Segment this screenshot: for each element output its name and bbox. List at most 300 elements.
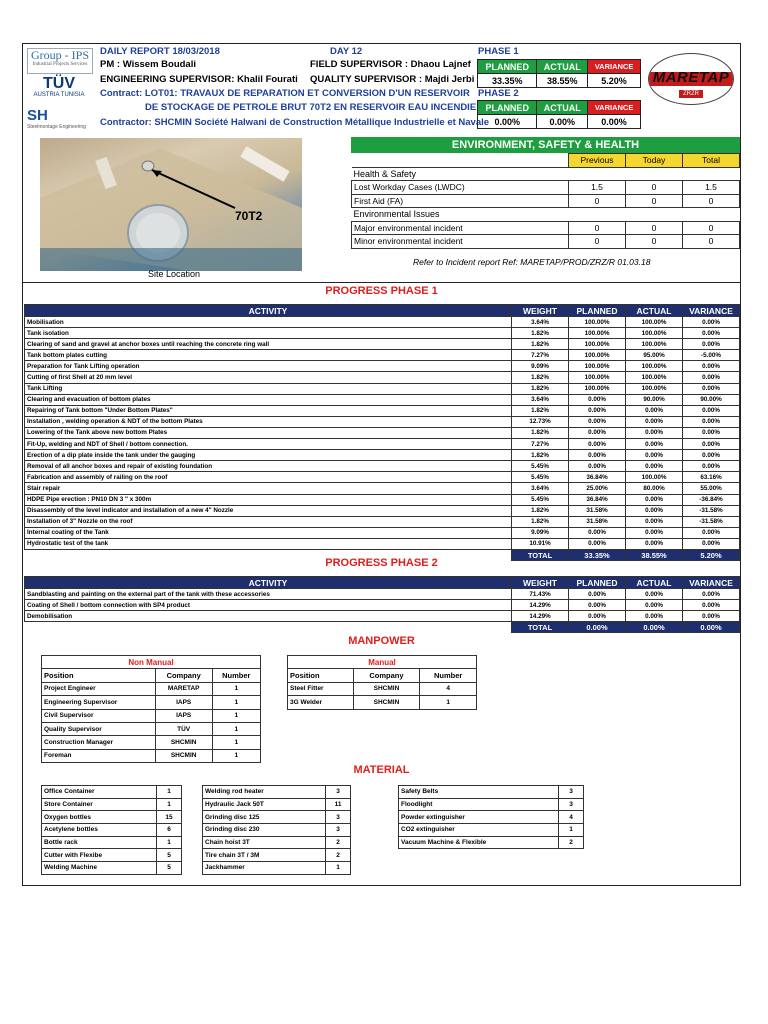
activity-row	[25, 383, 740, 394]
activity-actual: 100.00%	[626, 339, 683, 350]
activity-planned: 100.00%	[569, 339, 626, 350]
ehs-row-today: 0	[626, 235, 683, 249]
activity-actual: 0.00%	[626, 589, 683, 600]
total-label: TOTAL	[512, 549, 569, 560]
activity-name: Fit-Up, welding and NDT of Shell / bottom connection.	[25, 439, 512, 450]
activity-actual: 0.00%	[626, 405, 683, 416]
activity-variance: 0.00%	[683, 328, 740, 339]
activity-weight: 1.82%	[512, 450, 569, 461]
nm-header-company: Company	[155, 669, 212, 682]
manpower-position: Construction Manager	[42, 736, 156, 749]
progress-phase1-table	[24, 304, 740, 561]
total-label: TOTAL	[512, 622, 569, 633]
activity-planned: 0.00%	[569, 611, 626, 622]
activity-planned: 0.00%	[569, 427, 626, 438]
ehs-row-label: First Aid (FA)	[352, 194, 569, 208]
activity-name: Stair repair	[25, 483, 512, 494]
activity-planned: 0.00%	[569, 527, 626, 538]
ehs-row-previous: 1.5	[569, 181, 626, 195]
ehs-table	[351, 153, 740, 249]
activity-row	[25, 394, 740, 405]
site-photo-drawing	[40, 138, 302, 271]
activity-variance: 0.00%	[683, 405, 740, 416]
ehs-row-label: Minor environmental incident	[352, 235, 569, 249]
manpower-company: SHCMIN	[353, 682, 420, 695]
site-caption: Site Location	[148, 269, 201, 279]
activity-actual: 100.00%	[626, 472, 683, 483]
total-row	[25, 622, 740, 633]
p2-header-actual: ACTUAL	[626, 577, 683, 589]
manpower-company: IAPS	[155, 696, 212, 709]
phase2-variance-header: VARIANCE	[588, 101, 641, 115]
activity-row	[25, 494, 740, 505]
material-qty: 5	[157, 849, 182, 862]
manpower-position: Quality Supervisor	[42, 722, 156, 735]
activity-variance: 63.16%	[683, 472, 740, 483]
site-aerial-photo	[40, 138, 302, 271]
activity-variance: 55.00%	[683, 483, 740, 494]
activity-row	[25, 483, 740, 494]
ehs-col-today: Today	[626, 154, 683, 168]
total-actual: 38.55%	[626, 549, 683, 560]
manpower-row	[42, 682, 261, 695]
activity-weight: 3.64%	[512, 394, 569, 405]
material-qty: 3	[326, 811, 351, 824]
phase2-variance: 0.00%	[588, 115, 641, 129]
manpower-row	[42, 722, 261, 735]
material-qty: 11	[326, 798, 351, 811]
maretap-text: MARETAP	[652, 69, 730, 86]
material-row	[399, 811, 584, 824]
material-item: Store Container	[42, 798, 157, 811]
quality-supervisor: QUALITY SUPERVISOR : Majdi Jerbi	[310, 74, 475, 85]
material-qty: 1	[559, 824, 584, 837]
activity-name: Internal coating of the Tank	[25, 527, 512, 538]
p1-header-actual: ACTUAL	[626, 305, 683, 317]
ehs-row-previous: 0	[569, 235, 626, 249]
activity-actual: 0.00%	[626, 450, 683, 461]
activity-weight: 7.27%	[512, 350, 569, 361]
progress-phase2-title: PROGRESS PHASE 2	[325, 557, 438, 569]
material-row	[399, 798, 584, 811]
p1-header-activity: ACTIVITY	[25, 305, 512, 317]
daily-report-date: DAILY REPORT 18/03/2018	[100, 46, 220, 57]
manpower-title: MANPOWER	[348, 635, 415, 647]
activity-name: Tank bottom plates cutting	[25, 350, 512, 361]
activity-weight: 5.45%	[512, 472, 569, 483]
ehs-row	[352, 194, 740, 208]
manpower-number: 1	[212, 709, 260, 722]
ehs-row-previous: 0	[569, 194, 626, 208]
material-item: Floodlight	[399, 798, 559, 811]
activity-weight: 14.29%	[512, 600, 569, 611]
manpower-row	[288, 696, 477, 709]
activity-planned: 31.58%	[569, 516, 626, 527]
manpower-company: IAPS	[155, 709, 212, 722]
activity-actual: 0.00%	[626, 439, 683, 450]
material-row	[42, 798, 182, 811]
activity-planned: 100.00%	[569, 372, 626, 383]
activity-variance: 90.00%	[683, 394, 740, 405]
m-header-position: Position	[288, 669, 354, 682]
sh-text: SH	[27, 107, 48, 124]
activity-weight: 12.73%	[512, 416, 569, 427]
manpower-number: 1	[212, 682, 260, 695]
left-logos	[25, 46, 93, 136]
p2-header-variance: VARIANCE	[683, 577, 740, 589]
material-qty: 3	[559, 798, 584, 811]
activity-row	[25, 461, 740, 472]
activity-row	[25, 372, 740, 383]
activity-planned: 0.00%	[569, 416, 626, 427]
activity-planned: 100.00%	[569, 317, 626, 328]
activity-planned: 0.00%	[569, 450, 626, 461]
material-item: Welding Machine	[42, 862, 157, 875]
activity-actual: 0.00%	[626, 611, 683, 622]
material-qty: 1	[157, 836, 182, 849]
activity-actual: 100.00%	[626, 317, 683, 328]
m-header-company: Company	[353, 669, 420, 682]
activity-row	[25, 350, 740, 361]
progress-phase2-table	[24, 576, 740, 633]
activity-actual: 0.00%	[626, 516, 683, 527]
material-row	[42, 849, 182, 862]
p2-header-planned: PLANNED	[569, 577, 626, 589]
material-row	[42, 786, 182, 799]
phase1-actual: 38.55%	[537, 74, 588, 88]
activity-actual: 100.00%	[626, 361, 683, 372]
activity-row	[25, 589, 740, 600]
material-item: Chain hoist 3T	[203, 836, 326, 849]
activity-variance: 0.00%	[683, 416, 740, 427]
contractor: Contractor: SHCMIN Société Halwani de Construction Métallique Industrielle et Navale	[100, 117, 490, 128]
material-qty: 3	[559, 786, 584, 799]
p2-header-activity: ACTIVITY	[25, 577, 512, 589]
activity-variance: -5.00%	[683, 350, 740, 361]
activity-variance: 0.00%	[683, 538, 740, 549]
ehs-row-total: 1.5	[683, 181, 740, 195]
manpower-position: 3G Welder	[288, 696, 354, 709]
activity-variance: 0.00%	[683, 372, 740, 383]
tuv-sub: AUSTRIA TUNISIA	[33, 92, 85, 98]
progress-phase1-title: PROGRESS PHASE 1	[325, 285, 438, 297]
material-row	[399, 836, 584, 849]
activity-name: Installation , welding operation & NDT of the bottom Plates	[25, 416, 512, 427]
contract-line-2: DE STOCKAGE DE PETROLE BRUT 70T2 EN RESERVOIR EAU INCENDIE	[145, 102, 477, 113]
phase1-variance: 5.20%	[588, 74, 641, 88]
sh-sub: Steelmontage Engineering	[27, 124, 86, 130]
activity-row	[25, 450, 740, 461]
sh-logo	[27, 108, 91, 134]
activity-row	[25, 505, 740, 516]
material-row	[399, 824, 584, 837]
phase2-actual-header: ACTUAL	[537, 101, 588, 115]
total-variance: 0.00%	[683, 622, 740, 633]
phase1-planned: 33.35%	[478, 74, 537, 88]
phase1-actual-header: ACTUAL	[537, 60, 588, 74]
activity-row	[25, 427, 740, 438]
group-ips-sub: Industrial Projects Services	[32, 62, 88, 67]
material-item: CO2 extinguisher	[399, 824, 559, 837]
maretap-sub: ZRZR	[679, 90, 703, 98]
day-number: DAY 12	[330, 46, 363, 57]
material-item: Acetylene bottles	[42, 824, 157, 837]
material-qty: 3	[326, 786, 351, 799]
activity-row	[25, 600, 740, 611]
material-row	[42, 824, 182, 837]
material-item: Oxygen bottles	[42, 811, 157, 824]
ehs-row-label: Major environmental incident	[352, 221, 569, 235]
activity-planned: 0.00%	[569, 439, 626, 450]
ehs-panel	[351, 137, 740, 249]
total-variance: 5.20%	[683, 549, 740, 560]
ehs-row-total: 0	[683, 194, 740, 208]
material-row	[203, 786, 351, 799]
activity-row	[25, 538, 740, 549]
activity-name: Preparation for Tank Lifting operation	[25, 361, 512, 372]
material-item: Tire chain 3T / 3M	[203, 849, 326, 862]
material-table-3	[398, 785, 584, 849]
material-item: Cutter with Flexibe	[42, 849, 157, 862]
manpower-number: 1	[420, 696, 477, 709]
phase1-summary	[477, 59, 641, 88]
manpower-position: Project Engineer	[42, 682, 156, 695]
activity-row	[25, 328, 740, 339]
activity-name: Installation of 3" Nozzle on the roof	[25, 516, 512, 527]
activity-name: Sandblasting and painting on the external part of the tank with these accessories	[25, 589, 512, 600]
material-item: Bottle rack	[42, 836, 157, 849]
nm-header-number: Number	[212, 669, 260, 682]
ehs-col-total: Total	[683, 154, 740, 168]
total-planned: 0.00%	[569, 622, 626, 633]
material-item: Vacuum Machine & Flexible	[399, 836, 559, 849]
activity-planned: 25.00%	[569, 483, 626, 494]
activity-name: Tank isolation	[25, 328, 512, 339]
activity-weight: 1.82%	[512, 427, 569, 438]
material-row	[399, 786, 584, 799]
activity-weight: 3.64%	[512, 317, 569, 328]
activity-actual: 80.00%	[626, 483, 683, 494]
activity-variance: 0.00%	[683, 461, 740, 472]
maretap-logo	[648, 53, 734, 105]
activity-weight: 9.09%	[512, 361, 569, 372]
activity-planned: 0.00%	[569, 461, 626, 472]
activity-planned: 31.58%	[569, 505, 626, 516]
manpower-row	[42, 736, 261, 749]
activity-actual: 100.00%	[626, 328, 683, 339]
activity-row	[25, 527, 740, 538]
activity-row	[25, 317, 740, 328]
nm-header-position: Position	[42, 669, 156, 682]
manpower-position: Foreman	[42, 749, 156, 762]
activity-weight: 1.82%	[512, 516, 569, 527]
material-table-2	[202, 785, 351, 875]
material-title: MATERIAL	[353, 764, 410, 776]
activity-actual: 100.00%	[626, 372, 683, 383]
ehs-section-env: Environmental Issues	[352, 208, 740, 222]
activity-planned: 100.00%	[569, 350, 626, 361]
material-item: Jackhammer	[203, 862, 326, 875]
ehs-row	[352, 181, 740, 195]
total-actual: 0.00%	[626, 622, 683, 633]
ehs-col-previous: Previous	[569, 154, 626, 168]
material-table-1	[41, 785, 182, 875]
activity-variance: 0.00%	[683, 589, 740, 600]
material-row	[42, 811, 182, 824]
material-item: Grinding disc 230	[203, 824, 326, 837]
activity-name: Clearing of sand and gravel at anchor boxes until reaching the concrete ring wall	[25, 339, 512, 350]
material-qty: 1	[326, 862, 351, 875]
activity-name: Mobilisation	[25, 317, 512, 328]
activity-actual: 0.00%	[626, 416, 683, 427]
phase2-planned: 0.00%	[478, 115, 537, 129]
activity-row	[25, 439, 740, 450]
activity-actual: 0.00%	[626, 427, 683, 438]
material-qty: 6	[157, 824, 182, 837]
material-row	[203, 811, 351, 824]
material-qty: 2	[326, 836, 351, 849]
activity-name: Removal of all anchor boxes and repair of existing foundation	[25, 461, 512, 472]
tank-tag: 70T2	[235, 209, 263, 223]
activity-actual: 0.00%	[626, 494, 683, 505]
p2-header-weight: WEIGHT	[512, 577, 569, 589]
total-planned: 33.35%	[569, 549, 626, 560]
activity-name: Hydrostatic test of the tank	[25, 538, 512, 549]
material-item: Grinding disc 125	[203, 811, 326, 824]
material-item: Safety Belts	[399, 786, 559, 799]
manpower-row	[288, 682, 477, 695]
activity-variance: -36.84%	[683, 494, 740, 505]
activity-actual: 0.00%	[626, 505, 683, 516]
group-ips-text: Group - IPS	[30, 48, 89, 62]
activity-variance: 0.00%	[683, 361, 740, 372]
activity-row	[25, 516, 740, 527]
activity-variance: -31.58%	[683, 516, 740, 527]
ehs-title: ENVIRONMENT, SAFETY & HEALTH	[351, 137, 740, 153]
pm-name: PM : Wissem Boudali	[100, 59, 196, 70]
activity-name: Repairing of Tank bottom "Under Bottom Plates"	[25, 405, 512, 416]
manpower-company: TÜV	[155, 722, 212, 735]
material-qty: 15	[157, 811, 182, 824]
material-qty: 3	[326, 824, 351, 837]
activity-actual: 0.00%	[626, 461, 683, 472]
activity-planned: 0.00%	[569, 394, 626, 405]
activity-actual: 100.00%	[626, 383, 683, 394]
activity-weight: 1.82%	[512, 328, 569, 339]
ehs-row-total: 0	[683, 235, 740, 249]
material-qty: 2	[326, 849, 351, 862]
manpower-non-manual-table	[41, 655, 261, 763]
non-manual-title: Non Manual	[42, 656, 261, 669]
activity-weight: 1.82%	[512, 383, 569, 394]
divider	[22, 282, 741, 283]
activity-weight: 71.43%	[512, 589, 569, 600]
activity-row	[25, 339, 740, 350]
contract-line-1: Contract: LOT01: TRAVAUX DE REPARATION ET CONVERSION D'UN RESERVOIR	[100, 88, 470, 99]
p1-header-variance: VARIANCE	[683, 305, 740, 317]
activity-variance: 0.00%	[683, 427, 740, 438]
material-item: Powder extinguisher	[399, 811, 559, 824]
activity-variance: 0.00%	[683, 527, 740, 538]
manpower-position: Engineering Supervisor	[42, 696, 156, 709]
activity-planned: 0.00%	[569, 538, 626, 549]
manpower-position: Civil Supervisor	[42, 709, 156, 722]
tuv-text: TÜV	[43, 75, 75, 92]
activity-weight: 5.45%	[512, 494, 569, 505]
manpower-company: SHCMIN	[353, 696, 420, 709]
ehs-row-previous: 0	[569, 221, 626, 235]
activity-weight: 14.29%	[512, 611, 569, 622]
activity-actual: 0.00%	[626, 527, 683, 538]
activity-planned: 36.84%	[569, 472, 626, 483]
material-qty: 2	[559, 836, 584, 849]
p1-header-weight: WEIGHT	[512, 305, 569, 317]
ehs-row-today: 0	[626, 181, 683, 195]
activity-actual: 0.00%	[626, 600, 683, 611]
activity-variance: 0.00%	[683, 600, 740, 611]
activity-planned: 100.00%	[569, 383, 626, 394]
activity-planned: 36.84%	[569, 494, 626, 505]
activity-variance: 0.00%	[683, 450, 740, 461]
activity-name: Clearing and evacuation of bottom plates	[25, 394, 512, 405]
phase2-actual: 0.00%	[537, 115, 588, 129]
activity-variance: 0.00%	[683, 611, 740, 622]
activity-name: Demobilisation	[25, 611, 512, 622]
ehs-row-label: Lost Workday Cases (LWDC)	[352, 181, 569, 195]
ehs-blank-header	[352, 154, 569, 168]
activity-weight: 1.82%	[512, 405, 569, 416]
activity-weight: 5.45%	[512, 461, 569, 472]
manpower-company: MARETAP	[155, 682, 212, 695]
phase1-variance-header: VARIANCE	[588, 60, 641, 74]
activity-weight: 3.64%	[512, 483, 569, 494]
material-row	[203, 849, 351, 862]
activity-planned: 100.00%	[569, 361, 626, 372]
phase1-label: PHASE 1	[478, 46, 519, 57]
manpower-number: 1	[212, 722, 260, 735]
manpower-row	[42, 749, 261, 762]
phase2-planned-header: PLANNED	[478, 101, 537, 115]
group-ips-logo	[27, 48, 93, 74]
material-row	[203, 798, 351, 811]
activity-name: Disassembly of the level indicator and installation of a new 4" Nozzle	[25, 505, 512, 516]
phase2-summary	[477, 100, 641, 129]
activity-actual: 90.00%	[626, 394, 683, 405]
activity-row	[25, 405, 740, 416]
activity-name: Erection of a dip plate inside the tank under the gauging	[25, 450, 512, 461]
material-qty: 1	[157, 786, 182, 799]
manpower-company: SHCMIN	[155, 736, 212, 749]
activity-variance: 0.00%	[683, 317, 740, 328]
activity-name: HDPE Pipe erection : PN10 DN 3 " x 300m	[25, 494, 512, 505]
material-row	[203, 836, 351, 849]
activity-row	[25, 361, 740, 372]
ehs-section-hs: Health & Safety	[352, 167, 740, 181]
phase1-planned-header: PLANNED	[478, 60, 537, 74]
activity-weight: 10.91%	[512, 538, 569, 549]
manpower-row	[42, 696, 261, 709]
ehs-row-today: 0	[626, 194, 683, 208]
manpower-number: 1	[212, 736, 260, 749]
activity-name: Cutting of first Shell at 20 mm level	[25, 372, 512, 383]
manual-title: Manual	[288, 656, 477, 669]
activity-planned: 100.00%	[569, 328, 626, 339]
activity-row	[25, 472, 740, 483]
activity-row	[25, 611, 740, 622]
material-row	[42, 836, 182, 849]
activity-planned: 0.00%	[569, 589, 626, 600]
manpower-row	[42, 709, 261, 722]
